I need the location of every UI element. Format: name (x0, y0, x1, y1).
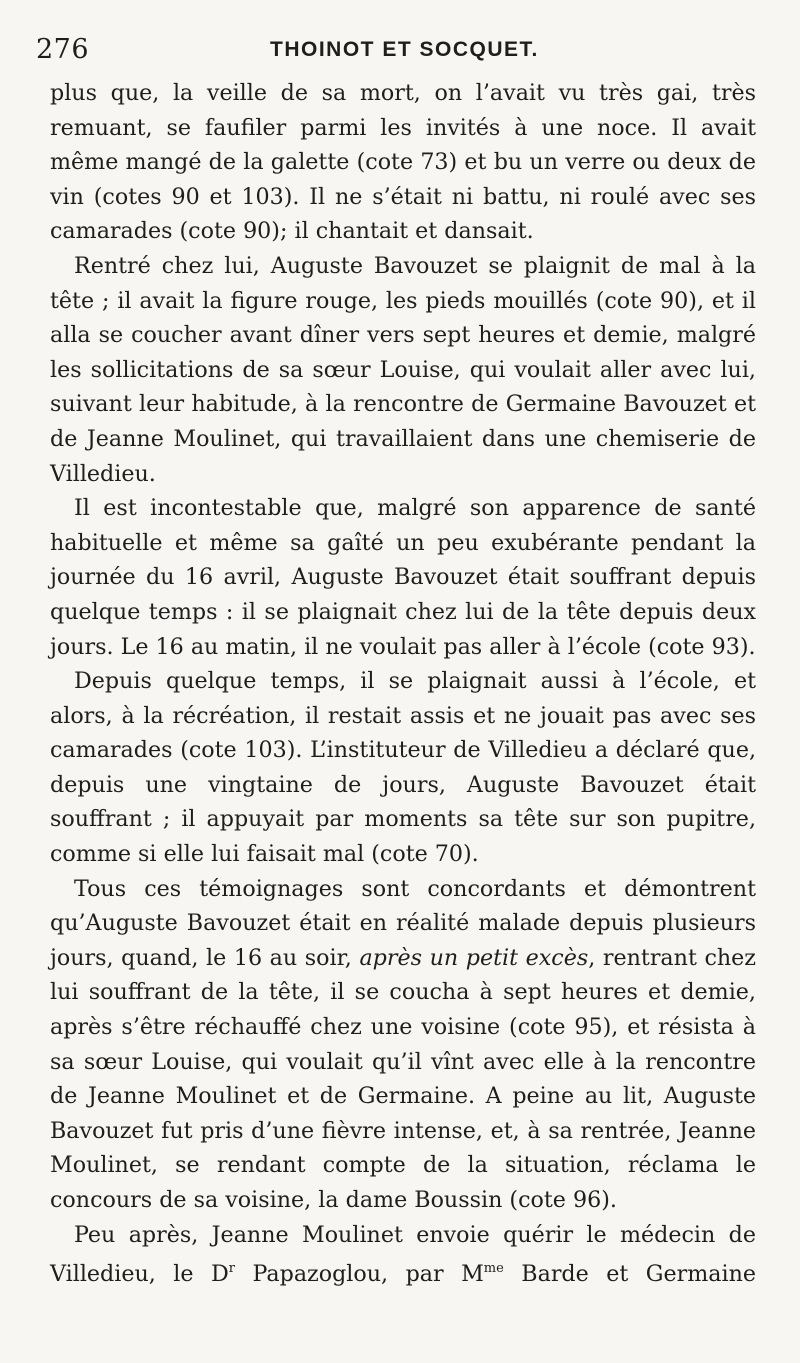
paragraph-5 (50, 872, 756, 1218)
paragraph-6-middle: Papazoglou, par M (235, 1261, 484, 1288)
italic-phrase: après un petit excès (359, 944, 589, 971)
body-text (50, 76, 756, 1292)
paragraph-3: Il est incontestable que, malgré son apparence de santé habituelle et même sa gaîté un peu exubérante pendant la journée du 16 avril, Auguste Bavouzet était souffrant depuis quelque temps : il se plaignait chez lui de la tête depuis deux jours. Le 16 au matin, il ne voulait pas aller à l’école (cote 93). (50, 495, 756, 660)
superscript-dr: r (228, 1261, 235, 1277)
paragraph-6-start: Peu après, Jeanne Moulinet envoie quérir le médecin de Villedieu, le D (50, 1221, 756, 1288)
superscript-mme: me (483, 1261, 504, 1277)
paragraph-4: Depuis quelque temps, il se plaignait aussi à l’école, et alors, à la récréation, il restait assis et ne jouait pas avec ses camarades (cote 103). L’instituteur de Villedieu a déclaré que, depuis une vingtaine de jours, Auguste Bavouzet était souffrant ; il appuyait par moments sa tête sur son pupitre, comme si elle lui faisait mal (cote 70). (50, 668, 756, 868)
paragraph-1: plus que, la veille de sa mort, on l’avait vu très gai, très remuant, se faufiler parmi les invités à une noce. Il avait même mangé de la galette (cote 73) et bu un verre ou deux de vin (cotes 90 et 103). Il ne s’était ni battu, ni roulé avec ses camarades (cote 90); il chantait et dansait. (50, 80, 756, 245)
running-title: THOINOT ET SOCQUET. (270, 38, 539, 61)
paragraph-2: Rentré chez lui, Auguste Bavouzet se plaignit de mal à la tête ; il avait la figure rouge, les pieds mouillés (cote 90), et il alla se coucher avant dîner vers sept heures et demie, malgré les sollicitations de sa sœur Louise, qui voulait aller avec lui, suivant leur habitude, à la rencontre de Germaine Bavouzet et de Jeanne Moulinet, qui travaillaient dans une chemiserie de Villedieu. (50, 252, 756, 487)
page-number: 276 (36, 34, 90, 65)
paragraph-5-end: , rentrant chez lui souffrant de la tête, il se coucha à sept heures et demie, après s’être réchauffé chez une voisine (cote 95), et résista à sa sœur Louise, qui voulait qu’il vînt avec elle à la rencontre de Jeanne Moulinet et de Germaine. A peine au lit, Auguste Bavouzet fut pris d’une fièvre intense, et, à sa rentrée, Jeanne Moulinet, se rendant compte de la situation, réclama le concours de sa voisine, la dame Boussin (cote 96). (50, 944, 756, 1213)
paragraph-5-start: Tous ces témoignages sont concordants et démontrent qu’Auguste Bavouzet était en réalité malade depuis plusieurs jours, quand, le 16 au soir, (50, 875, 756, 971)
page-header (36, 30, 756, 76)
paragraph-6 (50, 1218, 756, 1292)
paragraph-6-end: Barde et Germaine (503, 1261, 756, 1288)
